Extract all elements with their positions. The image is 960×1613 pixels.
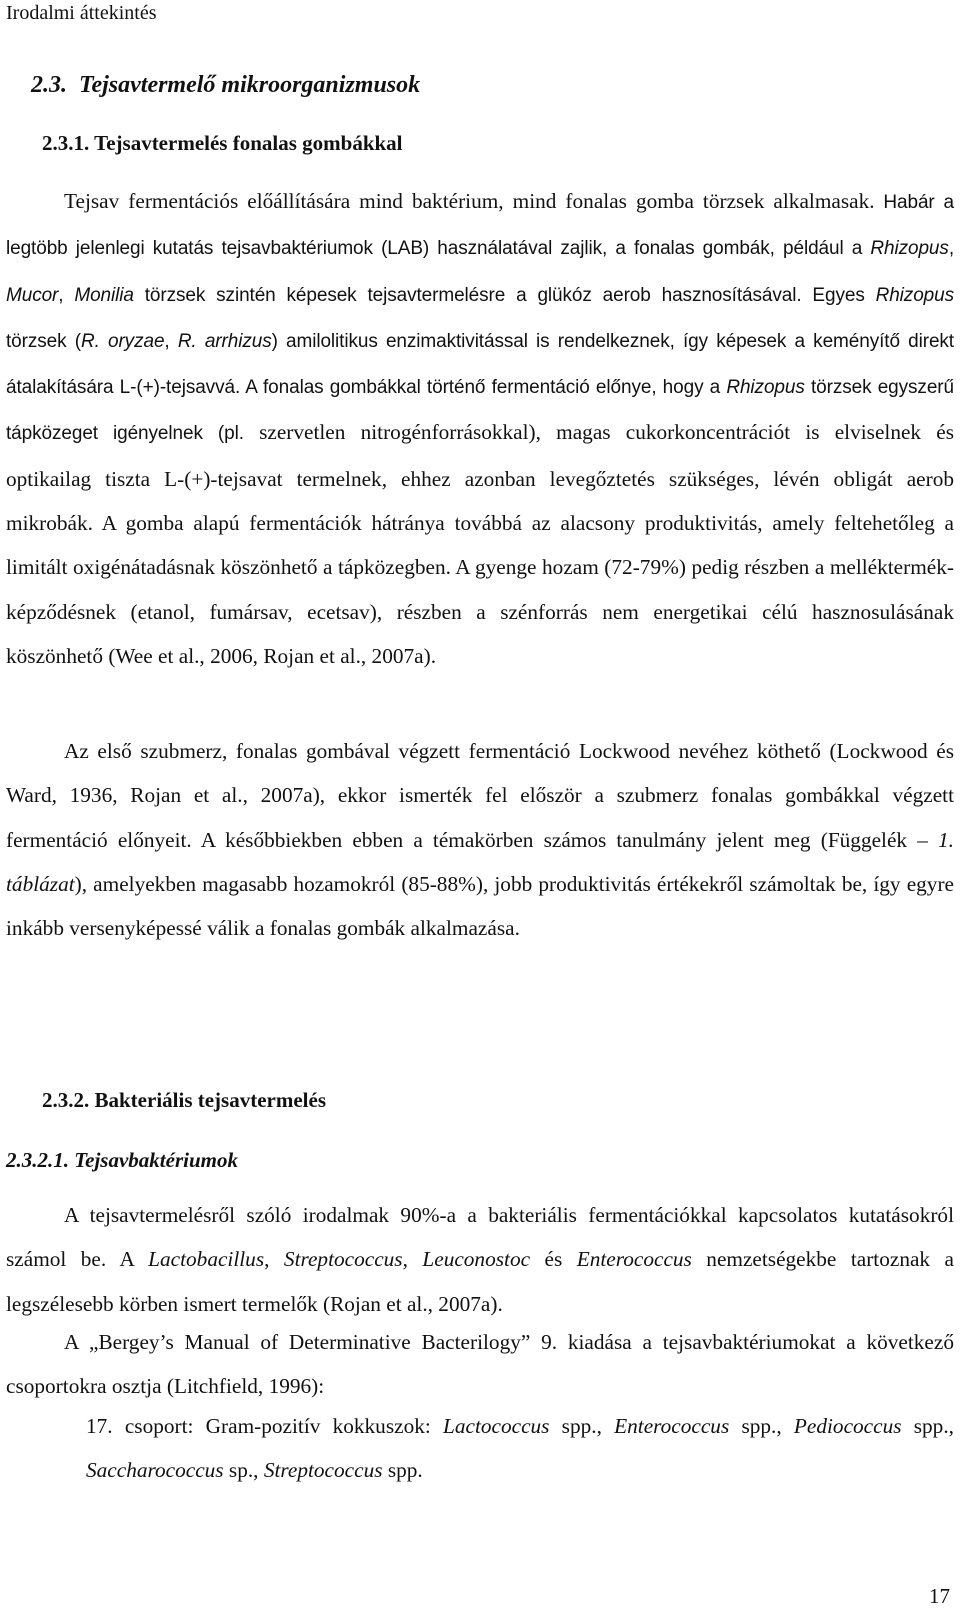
subsection-title: Tejsavtermelés fonalas gombákkal xyxy=(94,131,403,155)
list-item-group-17: 17. csoport: Gram-pozitív kokkuszok: Lactococcus spp., Enterococcus spp., Pediococcus spp., Saccharococcus sp., Streptococcus spp. xyxy=(86,1414,954,1483)
subsection-number: 2.3.1. xyxy=(42,131,90,155)
subsection-heading-2 xyxy=(42,1088,326,1113)
section-title: Tejsavtermelő mikroorganizmusok xyxy=(79,72,421,98)
paragraph-lab-literature: A tejsavtermelésről szóló irodalmak 90%-a a bakteriális fermentációkkal kapcsolatos kutatásokról számol be. A Lactobacillus, Streptococcus, Leuconostoc és Enterococcus nemzetségekbe tartoznak a legszélesebb körben ismert termelők (Rojan et al., 2007a). xyxy=(6,1203,954,1316)
subsection-title: Bakteriális tejsavtermelés xyxy=(94,1088,327,1112)
paragraph-lockwood: Az első szubmerz, fonalas gombával végzett fermentáció Lockwood nevéhez köthető (Lockwood és Ward, 1936, Rojan et al., 2007a), ekkor ismerték fel először a szubmerz fonalas gombákkal végzett fermentáció előnyeit. A későbbiekben ebben a témakörben számos tanulmány jelent meg (Függelék – 1. táblázat), amelyekben magasabb hozamokról (85-88%), jobb produktivitás értékekről számoltak be, így egyre inkább versenyképessé válik a fonalas gombák alkalmazása. xyxy=(6,739,954,941)
section-number: 2.3. xyxy=(31,72,67,98)
page-number: 17 xyxy=(929,1584,950,1608)
paragraph-fungal-fermentation: Tejsav fermentációs előállítására mind baktérium, mind fonalas gomba törzsek alkalmasak. Habár a legtöbb jelenlegi kutatás tejsavbaktériumok (LAB) használatával zajlik, a fonalas gombák, például a Rhizopus, Mucor, Monilia törzsek szintén képesek tejsavtermelésre a glükóz aerob hasznosításával. Egyes Rhizopus törzsek (R. oryzae, R. arrhizus) amilolitikus enzimaktivitással is rendelkeznek, így képesek a keményítő direkt átalakítására L-(+)-tejsavvá. A fonalas gombákkal történő fermentáció előnye, hogy a Rhizopus törzsek egyszerű tápközeget igényelnek (pl. szervetlen nitrogénforrásokkal), magas cukorkoncentrációt is elviselnek és optikailag tiszta L-(+)-tejsavat termelnek, ehhez azonban levegőztetés szükséges, lévén obligát aerob mikrobák. A gomba alapú fermentációk hátránya továbbá az alacsony produktivitás, amely feltehetőleg a limitált oxigénátadásnak köszönhető a tápközegben. A gyenge hozam (72-79%) pedig részben a melléktermék-képződésnek (etanol, fumársav, ecetsav), részben a szénforrás nem energetikai célú hasznosulásának köszönhető (Wee et al., 2006, Rojan et al., 2007a). xyxy=(6,189,955,668)
subsection-number: 2.3.2. xyxy=(42,1088,90,1112)
subsection-heading-1 xyxy=(42,131,403,156)
running-header: Irodalmi áttekintés xyxy=(6,2,157,24)
subsubsection-heading xyxy=(6,1148,238,1173)
subsubsection-number: 2.3.2.1. xyxy=(6,1148,69,1172)
paragraph-sans-segment: Habár a legtöbb jelenlegi kutatás tejsavbaktériumok (LAB) használatával zajlik, a fonalas gombák, például a Rhizopus, Mucor, Monilia törzsek szintén képesek tejsavtermelésre a glükóz aerob hasznosításával. Egyes Rhizopus törzsek (R. oryzae, R. arrhizus) amilolitikus enzimaktivitással is rendelkeznek, így képesek a keményítő direkt átalakítására L-(+)-tejsavvá. A fonalas gombákkal történő fermentáció előnye, hogy a Rhizopus törzsek egyszerű tápközeget igényelnek (pl. xyxy=(6,192,955,445)
subsubsection-title: Tejsavbaktériumok xyxy=(74,1148,238,1172)
paragraph-bergey-manual: A „Bergey’s Manual of Determinative Bacterilogy” 9. kiadása a tejsavbaktériumokat a következő csoportokra osztja (Litchfield, 1996): xyxy=(6,1330,954,1399)
section-heading xyxy=(31,72,420,99)
